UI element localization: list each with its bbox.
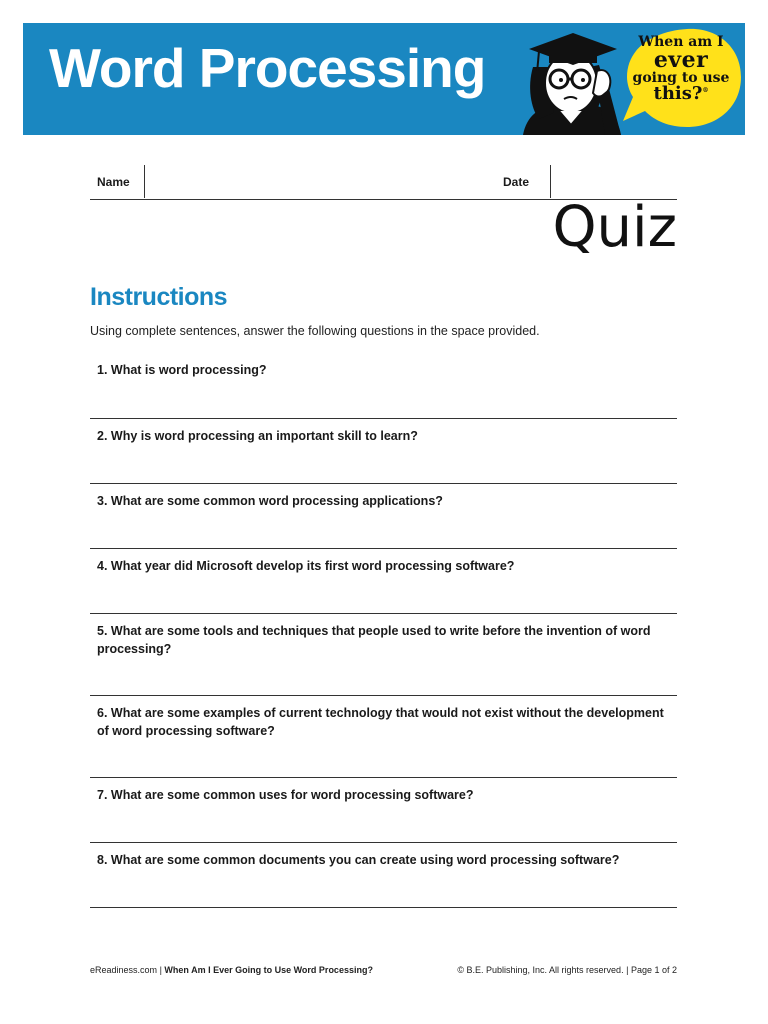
name-divider: [144, 165, 145, 198]
header-banner: [23, 23, 745, 135]
footer-book-title: When Am I Ever Going to Use Word Processing?: [164, 965, 373, 975]
bubble-line-1: When am I: [638, 34, 724, 50]
date-label: Date: [503, 175, 530, 189]
question-8: [90, 843, 677, 908]
name-label: Name: [97, 175, 130, 189]
instructions-text: Using complete sentences, answer the following questions in the space provided.: [90, 324, 540, 338]
footer-site: eReadiness.com: [90, 965, 158, 975]
footer-right: [457, 965, 677, 975]
registered-mark: ®: [702, 87, 709, 94]
question-5: [90, 614, 677, 696]
question-text: 3. What are some common word processing applications?: [97, 494, 443, 508]
bubble-this: this: [653, 83, 692, 104]
question-list: [90, 353, 677, 908]
question-text: 6. What are some examples of current technology that would not exist without the development of word processing software?: [97, 706, 664, 738]
question-text: 2. Why is word processing an important skill to learn?: [97, 429, 418, 443]
bubble-line-3: going to use: [632, 70, 730, 86]
bubble-line-4: [629, 85, 733, 103]
date-divider: [550, 165, 551, 198]
question-text: 4. What year did Microsoft develop its first word processing software?: [97, 559, 515, 573]
footer-copyright: © B.E. Publishing, Inc. All rights reserved.: [457, 965, 624, 975]
question-text: 7. What are some common uses for word processing software?: [97, 788, 474, 802]
bubble-line-2: ever: [653, 47, 709, 73]
question-2: [90, 419, 677, 484]
footer-separator: |: [159, 965, 162, 975]
footer-separator: |: [626, 965, 629, 975]
question-text: 5. What are some tools and techniques that people used to write before the invention of word processing?: [97, 624, 651, 656]
question-mark-icon: ?: [691, 83, 703, 104]
question-7: [90, 778, 677, 843]
page-title: Word Processing: [49, 37, 486, 99]
quiz-title: Quiz: [552, 195, 677, 260]
question-1: [90, 353, 677, 419]
question-3: [90, 484, 677, 549]
question-text: 1. What is word processing?: [97, 363, 267, 377]
question-6: [90, 696, 677, 778]
question-text: 8. What are some common documents you can create using word processing software?: [97, 853, 620, 867]
footer-page-number: Page 1 of 2: [630, 965, 677, 975]
question-4: [90, 549, 677, 614]
instructions-heading: Instructions: [90, 283, 228, 311]
speech-bubble-text: [629, 35, 733, 103]
footer-left: [90, 965, 373, 975]
